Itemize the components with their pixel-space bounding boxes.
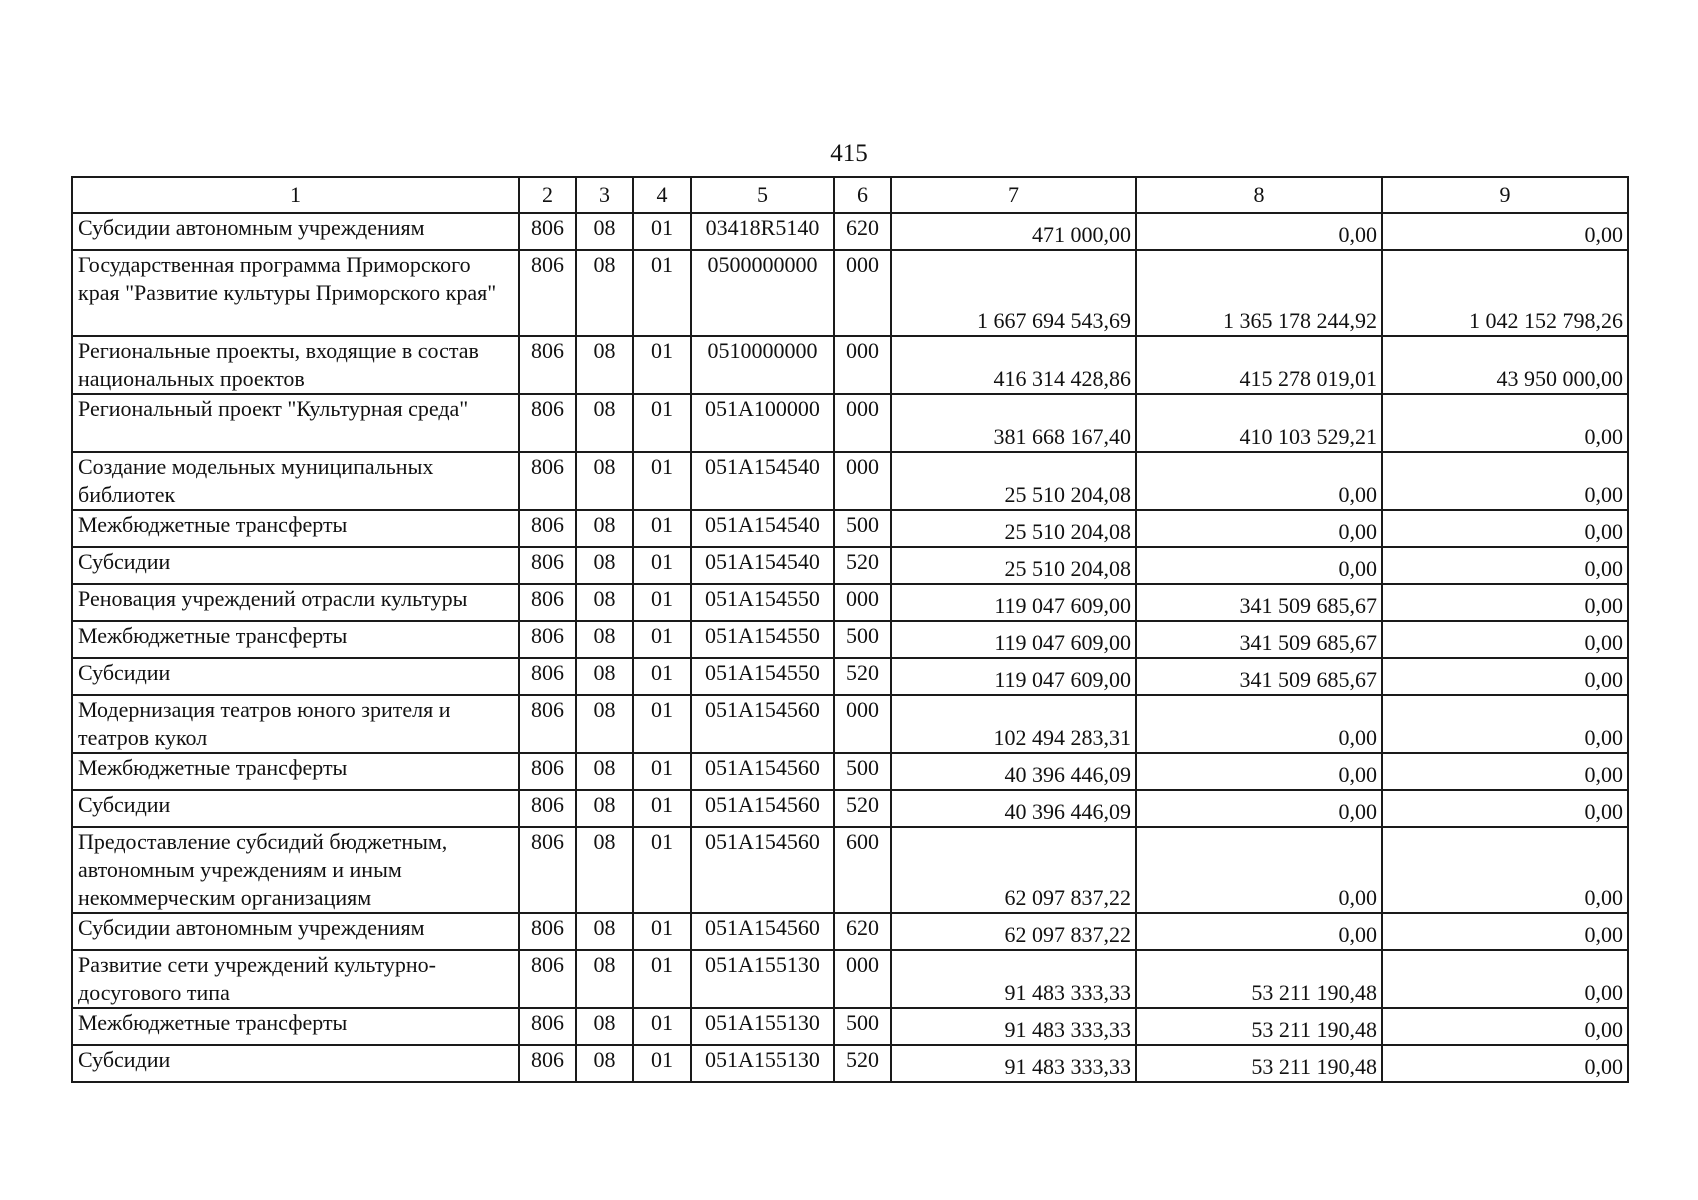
row-cell-col5: 051A155130 bbox=[691, 1045, 834, 1082]
row-cell-col2: 806 bbox=[519, 584, 576, 621]
row-amount-col8: 0,00 bbox=[1136, 547, 1382, 584]
row-amount-col8: 0,00 bbox=[1136, 452, 1382, 510]
row-name-cell: Межбюджетные трансферты bbox=[72, 621, 519, 658]
row-amount-col9: 0,00 bbox=[1382, 827, 1628, 913]
row-amount-col9: 1 042 152 798,26 bbox=[1382, 250, 1628, 336]
row-amount-col9: 0,00 bbox=[1382, 790, 1628, 827]
row-cell-col3: 08 bbox=[576, 658, 633, 695]
table-row bbox=[72, 452, 1628, 510]
row-amount-col7: 25 510 204,08 bbox=[891, 510, 1136, 547]
row-cell-col2: 806 bbox=[519, 695, 576, 753]
row-cell-col2: 806 bbox=[519, 753, 576, 790]
header-cell-col7: 7 bbox=[891, 177, 1136, 213]
row-cell-col4: 01 bbox=[633, 753, 691, 790]
row-cell-col2: 806 bbox=[519, 213, 576, 250]
row-amount-col9: 0,00 bbox=[1382, 913, 1628, 950]
row-cell-col3: 08 bbox=[576, 790, 633, 827]
header-cell-col4: 4 bbox=[633, 177, 691, 213]
row-cell-col2: 806 bbox=[519, 547, 576, 584]
row-cell-col2: 806 bbox=[519, 510, 576, 547]
row-cell-col2: 806 bbox=[519, 250, 576, 336]
row-amount-col7: 91 483 333,33 bbox=[891, 950, 1136, 1008]
row-amount-col8: 0,00 bbox=[1136, 213, 1382, 250]
row-amount-col9: 0,00 bbox=[1382, 584, 1628, 621]
row-cell-col6: 000 bbox=[834, 394, 891, 452]
row-cell-col5: 0510000000 bbox=[691, 336, 834, 394]
row-amount-col7: 1 667 694 543,69 bbox=[891, 250, 1136, 336]
row-cell-col3: 08 bbox=[576, 1045, 633, 1082]
table-header bbox=[72, 177, 1628, 213]
header-row bbox=[72, 177, 1628, 213]
row-cell-col5: 051A154550 bbox=[691, 658, 834, 695]
row-cell-col5: 051A154560 bbox=[691, 695, 834, 753]
row-amount-col9: 0,00 bbox=[1382, 695, 1628, 753]
row-cell-col6: 520 bbox=[834, 658, 891, 695]
row-cell-col5: 051A154560 bbox=[691, 913, 834, 950]
table-row bbox=[72, 250, 1628, 336]
row-cell-col4: 01 bbox=[633, 913, 691, 950]
row-amount-col8: 410 103 529,21 bbox=[1136, 394, 1382, 452]
row-amount-col9: 0,00 bbox=[1382, 547, 1628, 584]
row-cell-col2: 806 bbox=[519, 1045, 576, 1082]
row-amount-col7: 40 396 446,09 bbox=[891, 790, 1136, 827]
row-cell-col5: 051A154560 bbox=[691, 790, 834, 827]
row-name-cell: Межбюджетные трансферты bbox=[72, 1008, 519, 1045]
row-amount-col7: 25 510 204,08 bbox=[891, 547, 1136, 584]
table-row bbox=[72, 658, 1628, 695]
row-name-cell: Субсидии bbox=[72, 658, 519, 695]
row-cell-col2: 806 bbox=[519, 790, 576, 827]
row-amount-col9: 0,00 bbox=[1382, 452, 1628, 510]
row-cell-col3: 08 bbox=[576, 827, 633, 913]
row-cell-col6: 000 bbox=[834, 250, 891, 336]
header-cell-col8: 8 bbox=[1136, 177, 1382, 213]
row-cell-col6: 620 bbox=[834, 913, 891, 950]
row-cell-col4: 01 bbox=[633, 827, 691, 913]
row-amount-col9: 0,00 bbox=[1382, 753, 1628, 790]
row-amount-col9: 0,00 bbox=[1382, 658, 1628, 695]
row-name-cell: Государственная программа Приморского края "Развитие культуры Приморского края" bbox=[72, 250, 519, 336]
row-cell-col5: 051A154560 bbox=[691, 753, 834, 790]
row-name-cell: Субсидии bbox=[72, 790, 519, 827]
row-amount-col8: 53 211 190,48 bbox=[1136, 950, 1382, 1008]
header-cell-col9: 9 bbox=[1382, 177, 1628, 213]
row-cell-col5: 051A154540 bbox=[691, 510, 834, 547]
row-amount-col9: 0,00 bbox=[1382, 950, 1628, 1008]
row-amount-col9: 43 950 000,00 bbox=[1382, 336, 1628, 394]
row-cell-col2: 806 bbox=[519, 913, 576, 950]
row-amount-col8: 0,00 bbox=[1136, 753, 1382, 790]
row-cell-col5: 051A154560 bbox=[691, 827, 834, 913]
row-cell-col2: 806 bbox=[519, 394, 576, 452]
row-amount-col7: 91 483 333,33 bbox=[891, 1008, 1136, 1045]
row-amount-col7: 91 483 333,33 bbox=[891, 1045, 1136, 1082]
row-amount-col8: 0,00 bbox=[1136, 510, 1382, 547]
row-name-cell: Реновация учреждений отрасли культуры bbox=[72, 584, 519, 621]
row-cell-col2: 806 bbox=[519, 452, 576, 510]
row-cell-col5: 03418R5140 bbox=[691, 213, 834, 250]
row-cell-col6: 000 bbox=[834, 584, 891, 621]
row-cell-col5: 051A100000 bbox=[691, 394, 834, 452]
row-cell-col3: 08 bbox=[576, 394, 633, 452]
row-name-cell: Межбюджетные трансферты bbox=[72, 753, 519, 790]
row-cell-col5: 051A154550 bbox=[691, 584, 834, 621]
row-name-cell: Создание модельных муниципальных библиотек bbox=[72, 452, 519, 510]
table-row bbox=[72, 1008, 1628, 1045]
row-cell-col4: 01 bbox=[633, 336, 691, 394]
row-amount-col9: 0,00 bbox=[1382, 213, 1628, 250]
row-cell-col6: 600 bbox=[834, 827, 891, 913]
table-row bbox=[72, 1045, 1628, 1082]
row-cell-col6: 000 bbox=[834, 452, 891, 510]
row-amount-col9: 0,00 bbox=[1382, 510, 1628, 547]
row-cell-col3: 08 bbox=[576, 584, 633, 621]
row-cell-col4: 01 bbox=[633, 1045, 691, 1082]
row-cell-col2: 806 bbox=[519, 827, 576, 913]
row-cell-col4: 01 bbox=[633, 1008, 691, 1045]
row-name-cell: Предоставление субсидий бюджетным, автономным учреждениям и иным некоммерческим организациям bbox=[72, 827, 519, 913]
budget-table bbox=[71, 176, 1629, 1083]
row-cell-col6: 620 bbox=[834, 213, 891, 250]
row-name-cell: Региональные проекты, входящие в состав национальных проектов bbox=[72, 336, 519, 394]
row-name-cell: Межбюджетные трансферты bbox=[72, 510, 519, 547]
header-cell-col2: 2 bbox=[519, 177, 576, 213]
row-amount-col7: 416 314 428,86 bbox=[891, 336, 1136, 394]
table-row bbox=[72, 950, 1628, 1008]
row-cell-col5: 0500000000 bbox=[691, 250, 834, 336]
row-amount-col8: 341 509 685,67 bbox=[1136, 584, 1382, 621]
row-cell-col5: 051A155130 bbox=[691, 1008, 834, 1045]
row-cell-col3: 08 bbox=[576, 250, 633, 336]
row-cell-col5: 051A155130 bbox=[691, 950, 834, 1008]
row-name-cell: Субсидии автономным учреждениям bbox=[72, 913, 519, 950]
table-row bbox=[72, 753, 1628, 790]
row-cell-col3: 08 bbox=[576, 913, 633, 950]
row-cell-col4: 01 bbox=[633, 950, 691, 1008]
row-cell-col6: 500 bbox=[834, 753, 891, 790]
table-row bbox=[72, 336, 1628, 394]
table-row bbox=[72, 790, 1628, 827]
row-cell-col6: 500 bbox=[834, 621, 891, 658]
page-number: 415 bbox=[830, 140, 868, 167]
row-amount-col8: 341 509 685,67 bbox=[1136, 658, 1382, 695]
row-cell-col2: 806 bbox=[519, 950, 576, 1008]
header-cell-col6: 6 bbox=[834, 177, 891, 213]
table-row bbox=[72, 827, 1628, 913]
row-name-cell: Региональный проект "Культурная среда" bbox=[72, 394, 519, 452]
row-amount-col9: 0,00 bbox=[1382, 1008, 1628, 1045]
row-cell-col3: 08 bbox=[576, 695, 633, 753]
row-cell-col4: 01 bbox=[633, 394, 691, 452]
table-row bbox=[72, 213, 1628, 250]
row-cell-col4: 01 bbox=[633, 790, 691, 827]
row-amount-col7: 62 097 837,22 bbox=[891, 827, 1136, 913]
table-row bbox=[72, 621, 1628, 658]
row-amount-col7: 471 000,00 bbox=[891, 213, 1136, 250]
row-cell-col3: 08 bbox=[576, 753, 633, 790]
table-row bbox=[72, 695, 1628, 753]
row-amount-col8: 341 509 685,67 bbox=[1136, 621, 1382, 658]
row-cell-col4: 01 bbox=[633, 213, 691, 250]
row-amount-col9: 0,00 bbox=[1382, 621, 1628, 658]
row-cell-col4: 01 bbox=[633, 584, 691, 621]
row-cell-col2: 806 bbox=[519, 336, 576, 394]
row-amount-col8: 53 211 190,48 bbox=[1136, 1008, 1382, 1045]
row-cell-col5: 051A154550 bbox=[691, 621, 834, 658]
row-cell-col2: 806 bbox=[519, 658, 576, 695]
row-cell-col3: 08 bbox=[576, 621, 633, 658]
row-amount-col8: 0,00 bbox=[1136, 695, 1382, 753]
row-amount-col7: 102 494 283,31 bbox=[891, 695, 1136, 753]
header-cell-col5: 5 bbox=[691, 177, 834, 213]
row-amount-col7: 119 047 609,00 bbox=[891, 658, 1136, 695]
row-cell-col6: 500 bbox=[834, 1008, 891, 1045]
table-row bbox=[72, 547, 1628, 584]
row-amount-col8: 0,00 bbox=[1136, 790, 1382, 827]
row-cell-col4: 01 bbox=[633, 250, 691, 336]
row-cell-col4: 01 bbox=[633, 658, 691, 695]
row-amount-col9: 0,00 bbox=[1382, 1045, 1628, 1082]
row-cell-col6: 000 bbox=[834, 950, 891, 1008]
row-cell-col3: 08 bbox=[576, 336, 633, 394]
row-name-cell: Развитие сети учреждений культурно-досугового типа bbox=[72, 950, 519, 1008]
row-cell-col6: 520 bbox=[834, 790, 891, 827]
row-amount-col7: 62 097 837,22 bbox=[891, 913, 1136, 950]
row-amount-col7: 40 396 446,09 bbox=[891, 753, 1136, 790]
table-row bbox=[72, 913, 1628, 950]
row-cell-col4: 01 bbox=[633, 621, 691, 658]
row-cell-col2: 806 bbox=[519, 621, 576, 658]
row-amount-col8: 0,00 bbox=[1136, 827, 1382, 913]
row-cell-col5: 051A154540 bbox=[691, 547, 834, 584]
row-name-cell: Субсидии bbox=[72, 1045, 519, 1082]
row-amount-col7: 381 668 167,40 bbox=[891, 394, 1136, 452]
row-name-cell: Субсидии автономным учреждениям bbox=[72, 213, 519, 250]
table-row bbox=[72, 510, 1628, 547]
row-amount-col8: 1 365 178 244,92 bbox=[1136, 250, 1382, 336]
row-amount-col7: 119 047 609,00 bbox=[891, 584, 1136, 621]
row-cell-col3: 08 bbox=[576, 1008, 633, 1045]
header-cell-col1: 1 bbox=[72, 177, 519, 213]
row-cell-col6: 500 bbox=[834, 510, 891, 547]
row-cell-col4: 01 bbox=[633, 547, 691, 584]
row-cell-col3: 08 bbox=[576, 213, 633, 250]
row-cell-col4: 01 bbox=[633, 510, 691, 547]
row-cell-col3: 08 bbox=[576, 950, 633, 1008]
row-cell-col4: 01 bbox=[633, 452, 691, 510]
row-amount-col7: 25 510 204,08 bbox=[891, 452, 1136, 510]
row-name-cell: Модернизация театров юного зрителя и театров кукол bbox=[72, 695, 519, 753]
row-cell-col6: 000 bbox=[834, 695, 891, 753]
row-cell-col3: 08 bbox=[576, 452, 633, 510]
row-cell-col3: 08 bbox=[576, 547, 633, 584]
table-row bbox=[72, 584, 1628, 621]
row-cell-col6: 520 bbox=[834, 547, 891, 584]
row-amount-col9: 0,00 bbox=[1382, 394, 1628, 452]
row-cell-col4: 01 bbox=[633, 695, 691, 753]
row-cell-col3: 08 bbox=[576, 510, 633, 547]
row-amount-col8: 0,00 bbox=[1136, 913, 1382, 950]
row-cell-col5: 051A154540 bbox=[691, 452, 834, 510]
row-cell-col6: 520 bbox=[834, 1045, 891, 1082]
table-body bbox=[72, 213, 1628, 1082]
row-name-cell: Субсидии bbox=[72, 547, 519, 584]
row-amount-col7: 119 047 609,00 bbox=[891, 621, 1136, 658]
row-amount-col8: 53 211 190,48 bbox=[1136, 1045, 1382, 1082]
row-amount-col8: 415 278 019,01 bbox=[1136, 336, 1382, 394]
row-cell-col6: 000 bbox=[834, 336, 891, 394]
header-cell-col3: 3 bbox=[576, 177, 633, 213]
table-row bbox=[72, 394, 1628, 452]
row-cell-col2: 806 bbox=[519, 1008, 576, 1045]
